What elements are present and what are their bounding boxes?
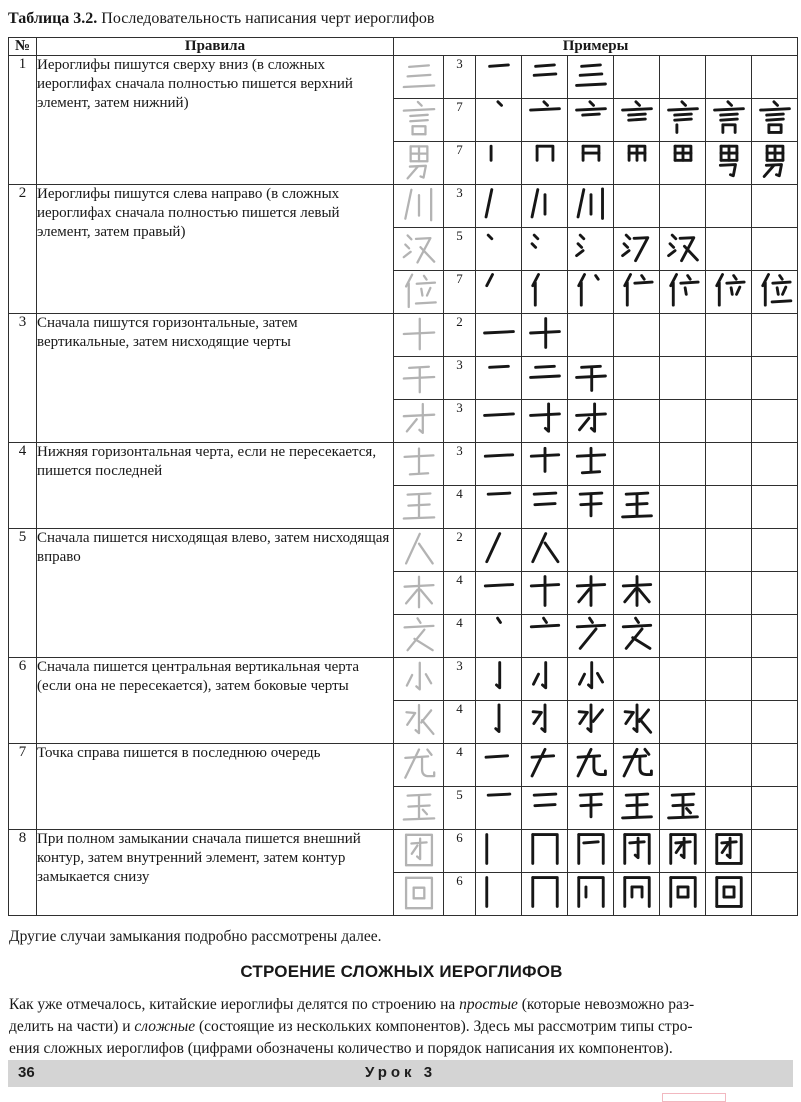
empty-step-cell xyxy=(706,314,752,357)
stroke-step-cell xyxy=(706,99,752,142)
stroke-count: 3 xyxy=(444,185,476,228)
empty-step-cell xyxy=(660,56,706,99)
rule-number: 3 xyxy=(9,314,37,443)
scan-artifact xyxy=(662,1093,726,1102)
empty-step-cell xyxy=(706,400,752,443)
stroke-step-cell xyxy=(568,400,614,443)
stroke-step-cell xyxy=(522,400,568,443)
stroke-step-cell xyxy=(752,99,798,142)
empty-step-cell xyxy=(614,56,660,99)
stroke-step-cell xyxy=(568,572,614,615)
empty-step-cell xyxy=(660,443,706,486)
stroke-step-cell xyxy=(476,99,522,142)
empty-step-cell xyxy=(752,744,798,787)
stroke-step-cell xyxy=(752,271,798,314)
stroke-step-cell xyxy=(476,615,522,658)
rule-number: 2 xyxy=(9,185,37,314)
table-row xyxy=(9,185,798,228)
rule-number: 6 xyxy=(9,658,37,744)
stroke-step-cell xyxy=(568,486,614,529)
stroke-step-cell xyxy=(476,185,522,228)
stroke-count: 3 xyxy=(444,443,476,486)
table-row xyxy=(9,744,798,787)
stroke-step-cell xyxy=(568,185,614,228)
empty-step-cell xyxy=(706,658,752,701)
empty-step-cell xyxy=(706,701,752,744)
rule-text: При полном замыкании сначала пишется внешний контур, затем внутренний элемент, затем контур замыкается снизу xyxy=(37,830,394,916)
italic-term: простые xyxy=(459,996,518,1013)
stroke-step-cell xyxy=(476,701,522,744)
empty-step-cell xyxy=(614,400,660,443)
stroke-count: 2 xyxy=(444,529,476,572)
empty-step-cell xyxy=(706,228,752,271)
empty-step-cell xyxy=(660,615,706,658)
italic-term: сложные xyxy=(134,1018,196,1035)
stroke-step-cell xyxy=(476,486,522,529)
empty-step-cell xyxy=(660,185,706,228)
stroke-step-cell xyxy=(614,572,660,615)
stroke-step-cell xyxy=(522,787,568,830)
empty-step-cell xyxy=(752,443,798,486)
stroke-step-cell xyxy=(660,271,706,314)
empty-step-cell xyxy=(614,314,660,357)
table-row xyxy=(9,314,798,357)
empty-step-cell xyxy=(706,443,752,486)
header-examples: Примеры xyxy=(394,38,798,56)
stroke-step-cell xyxy=(522,658,568,701)
empty-step-cell xyxy=(614,357,660,400)
paragraph-line: ения сложных иероглифов (цифрами обозначены количество и порядок написания их компонентов). xyxy=(9,1040,673,1057)
empty-step-cell xyxy=(660,701,706,744)
empty-step-cell xyxy=(752,400,798,443)
stroke-step-cell xyxy=(568,615,614,658)
stroke-step-cell xyxy=(522,572,568,615)
stroke-step-cell xyxy=(614,228,660,271)
paragraph-line: делить на части) и сложные (состоящие из нескольких компонентов). Здесь мы рассмотрим типы стро- xyxy=(9,1018,693,1035)
lesson-label: Урок 3 xyxy=(364,1064,437,1081)
footer-bar xyxy=(8,1060,793,1087)
page-title xyxy=(8,10,795,28)
rule-text: Нижняя горизонтальная черта, если не пересекается, пишется последней xyxy=(37,443,394,529)
character-glyph xyxy=(394,443,444,486)
empty-step-cell xyxy=(660,314,706,357)
character-glyph xyxy=(394,830,444,873)
stroke-step-cell xyxy=(476,830,522,873)
stroke-step-cell xyxy=(568,701,614,744)
empty-step-cell xyxy=(660,572,706,615)
character-glyph xyxy=(394,658,444,701)
empty-step-cell xyxy=(660,658,706,701)
empty-step-cell xyxy=(752,357,798,400)
stroke-step-cell xyxy=(476,787,522,830)
empty-step-cell xyxy=(660,400,706,443)
stroke-step-cell xyxy=(614,142,660,185)
empty-step-cell xyxy=(752,486,798,529)
stroke-step-cell xyxy=(568,873,614,916)
stroke-step-cell xyxy=(476,744,522,787)
empty-step-cell xyxy=(752,830,798,873)
stroke-step-cell xyxy=(476,400,522,443)
empty-step-cell xyxy=(706,486,752,529)
empty-step-cell xyxy=(752,701,798,744)
stroke-step-cell xyxy=(476,56,522,99)
stroke-step-cell xyxy=(568,99,614,142)
empty-step-cell xyxy=(752,572,798,615)
character-glyph xyxy=(394,744,444,787)
stroke-count: 7 xyxy=(444,99,476,142)
stroke-count: 4 xyxy=(444,701,476,744)
empty-step-cell xyxy=(706,744,752,787)
header-rules: Правила xyxy=(37,38,394,56)
rule-number: 1 xyxy=(9,56,37,185)
stroke-count: 6 xyxy=(444,830,476,873)
empty-step-cell xyxy=(706,529,752,572)
stroke-step-cell xyxy=(522,744,568,787)
table-caption-number: Таблица 3.2. xyxy=(8,10,98,27)
stroke-step-cell xyxy=(614,486,660,529)
table-row xyxy=(9,830,798,873)
empty-step-cell xyxy=(706,185,752,228)
stroke-count: 4 xyxy=(444,744,476,787)
stroke-step-cell xyxy=(568,658,614,701)
empty-step-cell xyxy=(706,572,752,615)
character-glyph xyxy=(394,873,444,916)
paragraph-line: Как уже отмечалось, китайские иероглифы делятся по строению на простые (которые невозможно раз- xyxy=(9,996,695,1013)
stroke-step-cell xyxy=(476,443,522,486)
stroke-step-cell xyxy=(660,228,706,271)
stroke-step-cell xyxy=(614,744,660,787)
empty-step-cell xyxy=(752,228,798,271)
stroke-step-cell xyxy=(752,142,798,185)
stroke-count: 3 xyxy=(444,400,476,443)
empty-step-cell xyxy=(660,529,706,572)
empty-step-cell xyxy=(614,658,660,701)
rule-number: 7 xyxy=(9,744,37,830)
table-caption-text: Последовательность написания черт иероглифов xyxy=(97,10,435,27)
stroke-count: 7 xyxy=(444,142,476,185)
rule-number: 8 xyxy=(9,830,37,916)
rule-number: 4 xyxy=(9,443,37,529)
stroke-step-cell xyxy=(614,787,660,830)
character-glyph xyxy=(394,56,444,99)
stroke-count: 6 xyxy=(444,873,476,916)
stroke-step-cell xyxy=(568,56,614,99)
stroke-step-cell xyxy=(476,314,522,357)
empty-step-cell xyxy=(752,529,798,572)
empty-step-cell xyxy=(706,615,752,658)
stroke-step-cell xyxy=(522,314,568,357)
empty-step-cell xyxy=(752,314,798,357)
stroke-count: 5 xyxy=(444,787,476,830)
stroke-step-cell xyxy=(522,443,568,486)
character-glyph xyxy=(394,185,444,228)
stroke-step-cell xyxy=(476,228,522,271)
stroke-step-cell xyxy=(476,529,522,572)
stroke-step-cell xyxy=(614,615,660,658)
section-heading: СТРОЕНИЕ СЛОЖНЫХ ИЕРОГЛИФОВ xyxy=(240,962,563,981)
stroke-step-cell xyxy=(568,830,614,873)
stroke-step-cell xyxy=(522,873,568,916)
empty-step-cell xyxy=(752,185,798,228)
empty-step-cell xyxy=(660,744,706,787)
stroke-count: 3 xyxy=(444,56,476,99)
stroke-step-cell xyxy=(660,873,706,916)
table-row xyxy=(9,658,798,701)
stroke-step-cell xyxy=(660,142,706,185)
rule-number: 5 xyxy=(9,529,37,658)
empty-step-cell xyxy=(706,357,752,400)
stroke-count: 3 xyxy=(444,357,476,400)
stroke-step-cell xyxy=(660,787,706,830)
stroke-step-cell xyxy=(568,142,614,185)
stroke-step-cell xyxy=(614,99,660,142)
empty-step-cell xyxy=(752,873,798,916)
empty-step-cell xyxy=(568,314,614,357)
stroke-step-cell xyxy=(522,357,568,400)
stroke-step-cell xyxy=(614,873,660,916)
stroke-step-cell xyxy=(522,271,568,314)
character-glyph xyxy=(394,99,444,142)
rule-text: Точка справа пишется в последнюю очередь xyxy=(37,744,394,830)
stroke-step-cell xyxy=(476,142,522,185)
stroke-order-table xyxy=(8,37,798,916)
empty-step-cell xyxy=(614,529,660,572)
stroke-step-cell xyxy=(660,99,706,142)
empty-step-cell xyxy=(752,56,798,99)
stroke-step-cell xyxy=(568,787,614,830)
character-glyph xyxy=(394,787,444,830)
stroke-step-cell xyxy=(706,873,752,916)
stroke-step-cell xyxy=(522,486,568,529)
character-glyph xyxy=(394,486,444,529)
empty-step-cell xyxy=(752,615,798,658)
rule-text: Сначала пишется центральная вертикальная черта (если она не пересекается), затем боковые черты xyxy=(37,658,394,744)
empty-step-cell xyxy=(614,185,660,228)
stroke-count: 3 xyxy=(444,658,476,701)
stroke-count: 7 xyxy=(444,271,476,314)
note-after-table: Другие случаи замыкания подробно рассмотрены далее. xyxy=(9,928,382,945)
character-glyph xyxy=(394,271,444,314)
stroke-step-cell xyxy=(614,271,660,314)
stroke-step-cell xyxy=(522,615,568,658)
stroke-step-cell xyxy=(522,529,568,572)
stroke-step-cell xyxy=(476,271,522,314)
character-glyph xyxy=(394,615,444,658)
rule-text: Сначала пишется нисходящая влево, затем нисходящая вправо xyxy=(37,529,394,658)
empty-step-cell xyxy=(752,787,798,830)
stroke-step-cell xyxy=(522,56,568,99)
empty-step-cell xyxy=(706,56,752,99)
stroke-step-cell xyxy=(614,701,660,744)
stroke-step-cell xyxy=(568,443,614,486)
stroke-step-cell xyxy=(522,142,568,185)
stroke-step-cell xyxy=(706,830,752,873)
empty-step-cell xyxy=(706,787,752,830)
empty-step-cell xyxy=(614,443,660,486)
character-glyph xyxy=(394,572,444,615)
stroke-step-cell xyxy=(522,185,568,228)
stroke-count: 4 xyxy=(444,572,476,615)
stroke-step-cell xyxy=(522,99,568,142)
stroke-count: 4 xyxy=(444,486,476,529)
stroke-step-cell xyxy=(568,744,614,787)
stroke-step-cell xyxy=(476,357,522,400)
stroke-step-cell xyxy=(476,658,522,701)
stroke-count: 5 xyxy=(444,228,476,271)
stroke-step-cell xyxy=(568,228,614,271)
rule-text: Иероглифы пишутся сверху вниз (в сложных иероглифах сначала полностью пишется верхний элемент, затем нижний) xyxy=(37,56,394,185)
empty-step-cell xyxy=(568,529,614,572)
stroke-step-cell xyxy=(476,873,522,916)
stroke-step-cell xyxy=(522,701,568,744)
stroke-step-cell xyxy=(706,271,752,314)
stroke-step-cell xyxy=(568,271,614,314)
stroke-step-cell xyxy=(522,830,568,873)
character-glyph xyxy=(394,529,444,572)
stroke-step-cell xyxy=(522,228,568,271)
table-row xyxy=(9,443,798,486)
stroke-step-cell xyxy=(706,142,752,185)
page-number: 36 xyxy=(18,1064,35,1081)
character-glyph xyxy=(394,228,444,271)
stroke-step-cell xyxy=(660,830,706,873)
header-num: № xyxy=(9,38,37,56)
character-glyph xyxy=(394,701,444,744)
stroke-count: 4 xyxy=(444,615,476,658)
character-glyph xyxy=(394,357,444,400)
stroke-step-cell xyxy=(476,572,522,615)
body-paragraph xyxy=(9,994,795,1060)
empty-step-cell xyxy=(660,357,706,400)
rule-text: Иероглифы пишутся слева направо (в сложных иероглифах сначала полностью пишется левый элемент, затем правый) xyxy=(37,185,394,314)
character-glyph xyxy=(394,142,444,185)
table-row xyxy=(9,529,798,572)
character-glyph xyxy=(394,314,444,357)
rule-text: Сначала пишутся горизонтальные, затем вертикальные, затем нисходящие черты xyxy=(37,314,394,443)
empty-step-cell xyxy=(660,486,706,529)
stroke-count: 2 xyxy=(444,314,476,357)
table-header-row xyxy=(9,38,798,56)
character-glyph xyxy=(394,400,444,443)
empty-step-cell xyxy=(752,658,798,701)
table-row xyxy=(9,56,798,99)
stroke-step-cell xyxy=(614,830,660,873)
stroke-step-cell xyxy=(568,357,614,400)
